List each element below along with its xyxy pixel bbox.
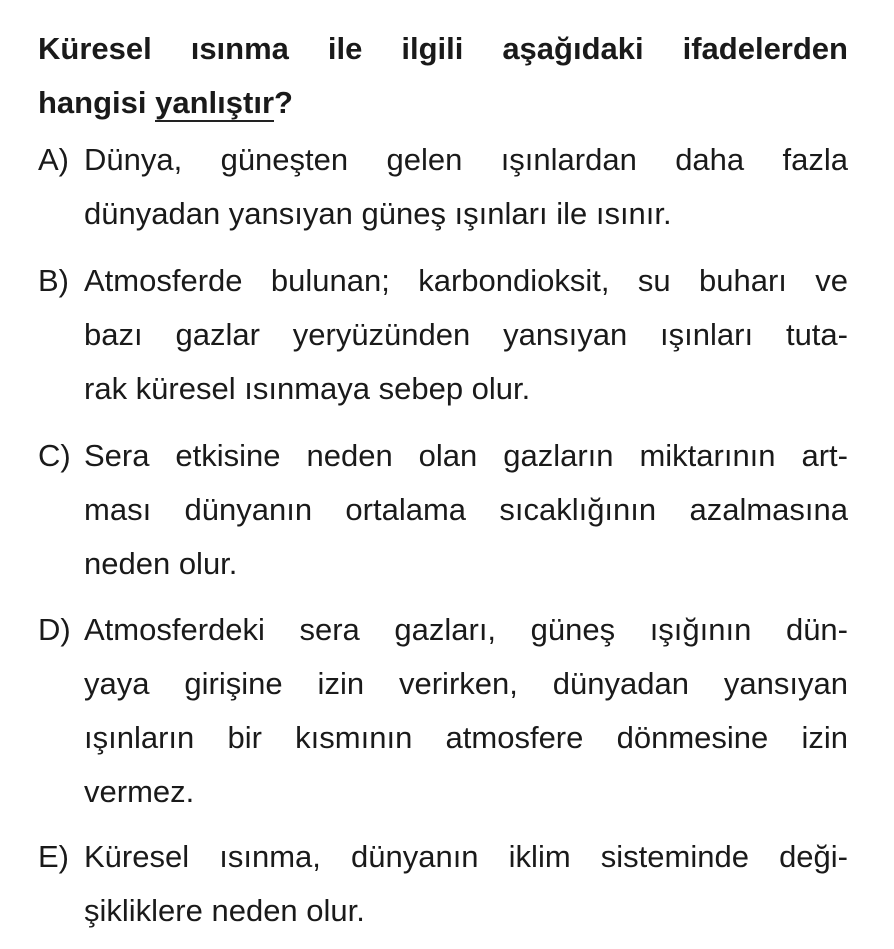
option-d-line-1: Atmosferdeki sera gazları, güneş ışığının dün- [84, 612, 848, 647]
option-e[interactable] [38, 830, 848, 938]
option-c-letter: C) [38, 438, 71, 473]
question-stem-line-1: Küresel ısınma ile ilgili aşağıdaki ifadelerden [38, 31, 848, 66]
option-d-line-4: vermez. [84, 774, 195, 809]
option-d-line-2: yaya girişine izin verirken, dünyadan yansıyan [84, 666, 848, 701]
option-a-letter: A) [38, 142, 69, 177]
option-e-line-1: Küresel ısınma, dünyanın iklim sisteminde deği- [84, 839, 848, 874]
option-c[interactable] [38, 429, 848, 591]
stem-underlined-word: yanlıştır [155, 85, 275, 120]
option-c-line-2: ması dünyanın ortalama sıcaklığının azalmasına [84, 492, 848, 527]
option-b-line-1: Atmosferde bulunan; karbondioksit, su buharı ve [84, 263, 848, 298]
option-e-letter: E) [38, 839, 69, 874]
option-b[interactable] [38, 254, 848, 416]
option-a-line-2: dünyadan yansıyan güneş ışınları ile ısınır. [84, 196, 672, 231]
stem-suffix: ? [274, 85, 293, 120]
option-a[interactable] [38, 133, 848, 241]
option-c-line-1: Sera etkisine neden olan gazların miktarının art- [84, 438, 848, 473]
stem-prefix: hangisi [38, 85, 156, 120]
option-e-line-2: şikliklere neden olur. [84, 893, 365, 928]
option-d-letter: D) [38, 612, 71, 647]
question-stem-line-2 [38, 76, 848, 130]
option-b-letter: B) [38, 263, 69, 298]
option-b-line-3: rak küresel ısınmaya sebep olur. [84, 371, 531, 406]
option-d-line-3: ışınların bir kısmının atmosfere dönmesine izin [84, 720, 848, 755]
option-a-line-1: Dünya, güneşten gelen ışınlardan daha fazla [84, 142, 848, 177]
option-b-line-2: bazı gazlar yeryüzünden yansıyan ışınları tuta- [84, 317, 848, 352]
option-d[interactable] [38, 603, 848, 819]
question-stem [38, 22, 848, 130]
option-c-line-3: neden olur. [84, 546, 238, 581]
